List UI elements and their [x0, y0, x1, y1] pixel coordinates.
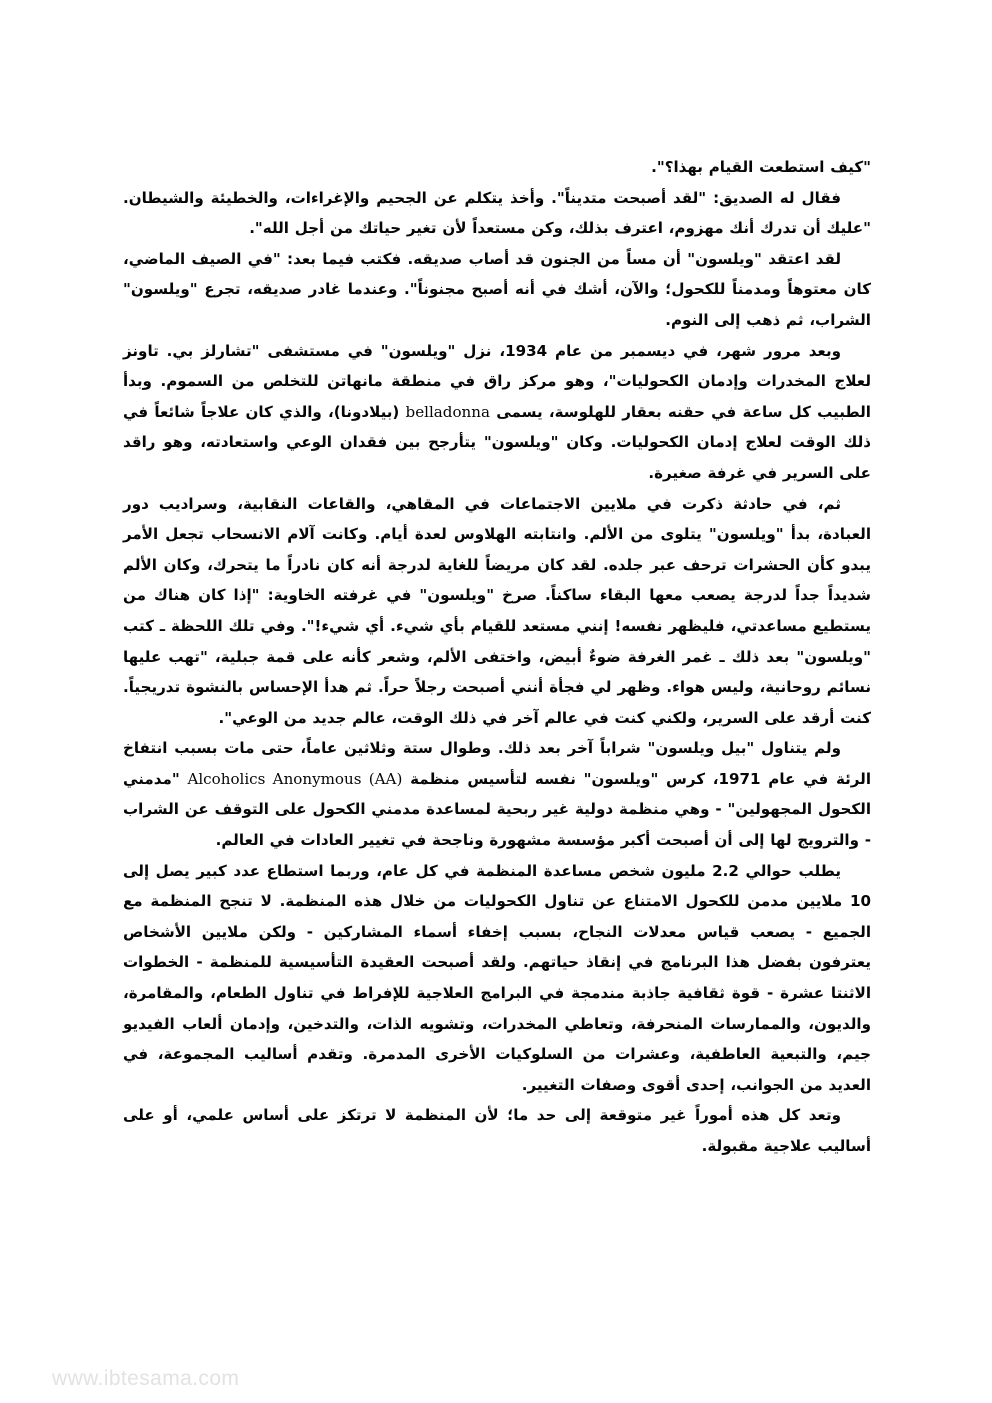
- paragraph-text: "كيف استطعت القيام بهذا؟".: [651, 158, 871, 176]
- paragraph-membership-statistics: [123, 856, 871, 1101]
- paragraph-text-after-latin: (بيلادونا)، والذي كان علاجاً شائعاً في ذلك الوقت لعلاج إدمان الكحوليات. وكان "ويلسون" يتأرجح بين فقدان الوعي واستعادته، وهو راقد على السرير في غرفة صغيرة.: [123, 402, 871, 482]
- paragraph-withdrawal-vision: [123, 489, 871, 734]
- paragraph-closing-remark: [123, 1100, 871, 1161]
- paragraph-text: ثم، في حادثة ذكرت في ملايين الاجتماعات في المقاهي، والقاعات النقابية، وسراديب دور العبادة، بدأ "ويلسون" يتلوى من الألم. وانتابته الهلاوس لعدة أيام. وكانت آلام الانسحاب تجعل الأمر يبدو كأن الحشرات ترحف عبر جلده. لقد كان مريضاً للغاية لدرجة أنه كان نادراً ما يتحرك، وكان الألم شديداً جداً لدرجة يصعب معها البقاء ساكناً. صرخ "ويلسون" في غرفته الخاوية: "إذا كان هناك من يستطيع مساعدتي، فليظهر نفسه! إنني مستعد للقيام بأي شيء. أي شيء!". وفي تلك اللحظة ـ كتب "ويلسون" بعد ذلك ـ غمر الغرفة ضوءٌ أبيض، واختفى الألم، وشعر كأنه على قمة جبلية، "تهب عليها نسائم روحانية، وليس هواء. وظهر لي فجأة أنني أصبحت رجلاً حراً. ثم هدأ الإحساس بالنشوة تدريجياً. كنت أرقد على السرير، ولكني كنت في عالم آخر في ذلك الوقت، عالم جديد من الوعي".: [123, 494, 871, 727]
- paragraph-wilson-belief: [123, 244, 871, 336]
- paragraph-opening-quote: [123, 152, 871, 183]
- paragraph-text-after-latin: "مدمني الكحول المجهولين" - وهي منظمة دولية غير ربحية لمساعدة مدمني الكحول على التوقف عن الشراب - والترويج لها إلى أن أصبحت أكبر مؤسسة مشهورة وناجحة في تغيير العادات في العالم.: [123, 769, 871, 850]
- paragraph-text: وتعد كل هذه أموراً غير متوقعة إلى حد ما؛ لأن المنظمة لا ترتكز على أساس علمي، أو على أساليب علاجية مقبولة.: [123, 1106, 871, 1155]
- document-text-column: [123, 152, 871, 1162]
- paragraph-text: يطلب حوالي 2.2 مليون شخص مساعدة المنظمة في كل عام، وربما استطاع عدد كبير يصل إلى 10 ملايين مدمن للكحول الامتناع عن تناول الكحوليات من خلال هذه المنظمة. لا تنجح المنظمة مع الجميع - يصعب قياس معدلات النجاح، بسبب إخفاء أسماء المشاركين - ولكن ملايين الأشخاص يعترفون بفضل هذا البرنامج في إنقاذ حياتهم. ولقد أصبحت العقيدة التأسيسية للمنظمة - الخطوات الاثنتا عشرة - قوة ثقافية جاذبة مندمجة في البرامج العلاجية للإفراط في تناول الطعام، والمقامرة، والديون، والممارسات المنحرفة، وتعاطي المخدرات، وتشويه الذات، والتدخين، وإدمان ألعاب الفيديو جيم، والتبعية العاطفية، وعشرات من السلوكيات الأخرى المدمرة. وتقدم أساليب المجموعة، في العديد من الجوانب، إحدى أقوى وصفات التغيير.: [123, 861, 871, 1094]
- paragraph-aa-founding: [123, 733, 871, 855]
- paragraph-text: لقد اعتقد "ويلسون" أن مساً من الجنون قد أصاب صديقه. فكتب فيما بعد: "في الصيف الماضي، كان معتوهاً ومدمناً للكحول؛ والآن، أشك في أنه أصبح مجنوناً". وعندما غادر صديقه، تجرع "ويلسون" الشراب، ثم ذهب إلى النوم.: [123, 249, 871, 329]
- latin-term-belladonna: belladonna: [405, 402, 490, 421]
- paragraph-friend-speech: [123, 183, 871, 244]
- paragraph-hospital-belladonna: [123, 336, 871, 489]
- site-watermark: www.ibtesama.com: [52, 1367, 240, 1390]
- paragraph-text: فقال له الصديق: "لقد أصبحت متديناً". وأخذ يتكلم عن الجحيم والإغراءات، والخطيئة والشيطان. "عليك أن تدرك أنك مهزوم، اعترف بذلك، وكن مستعداً لأن تغير حياتك من أجل الله".: [123, 188, 871, 238]
- paragraph-text-before-latin: وبعد مرور شهر، في ديسمبر من عام 1934، نزل "ويلسون" في مستشفى "تشارلز بي. تاونز لعلاج المخدرات وإدمان الكحوليات"، وهو مركز راق في منطقة مانهاتن للتخلص من السموم. وبدأ الطبيب كل ساعة في حقنه بعقار للهلوسة، يسمى: [123, 341, 871, 421]
- latin-term-alcoholics-anonymous: Alcoholics Anonymous (AA): [187, 769, 403, 788]
- paragraph-text-before-latin: ولم يتناول "بيل ويلسون" شراباً آخر بعد ذلك. وطوال ستة وثلاثين عاماً، حتى مات بسبب انتفاخ الرئة في عام 1971، كرس "ويلسون" نفسه لتأسيس منظمة: [123, 739, 872, 788]
